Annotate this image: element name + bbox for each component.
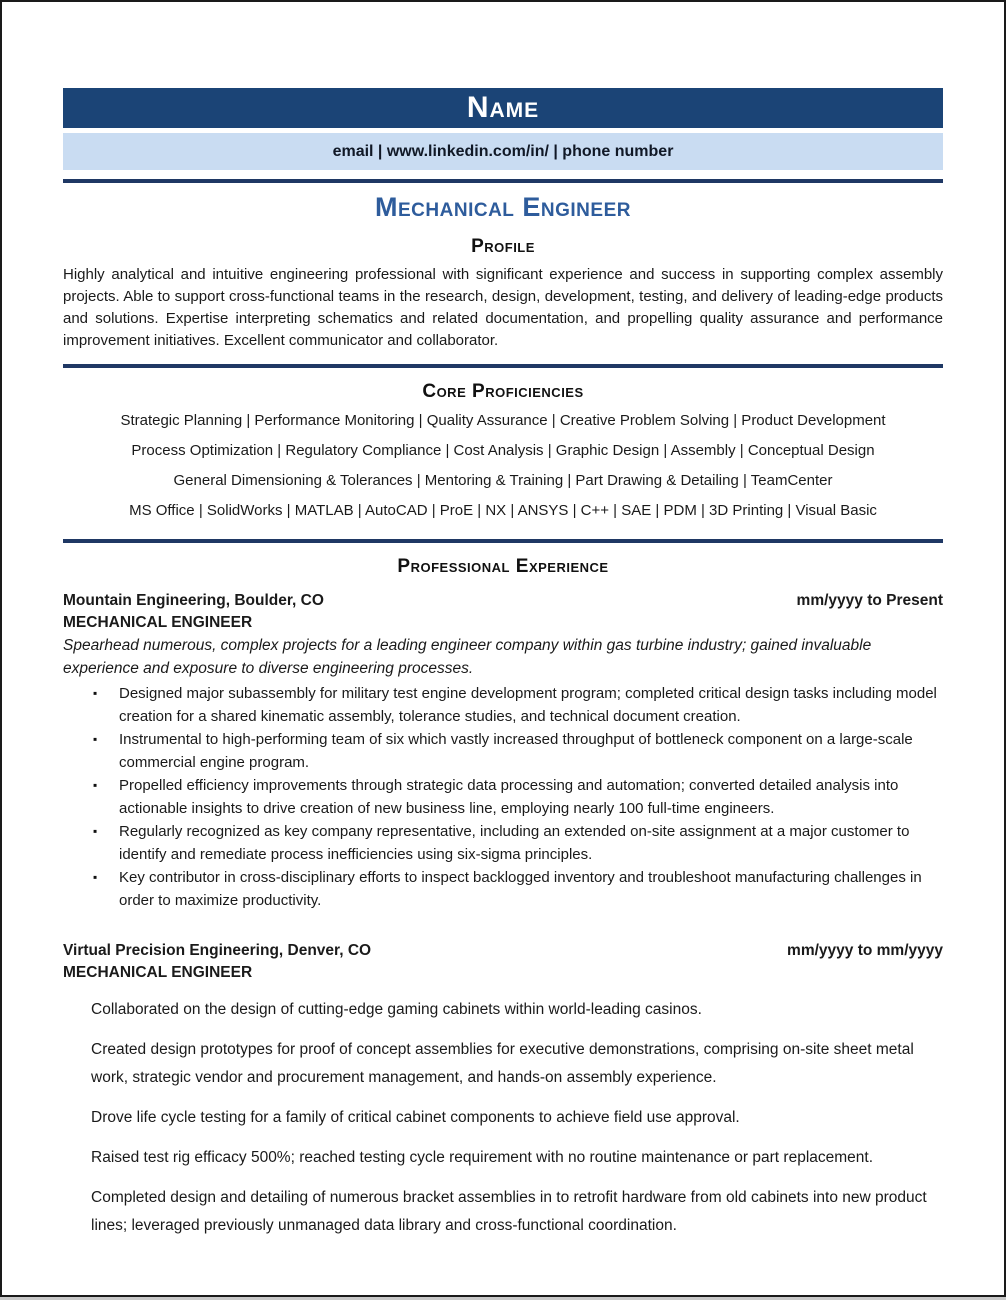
job-bullet: ▪ Key contributor in cross-disciplinary efforts to inspect backlogged inventory and troubleshoot manufacturing challenges in order to maximize productivity. <box>63 866 943 912</box>
job-dates: mm/yyyy to Present <box>796 592 943 609</box>
job-bullet: ▪ Designed major subassembly for military test engine development program; completed critical design tasks including model creation for a shared kinematic assembly, tolerance studies, and technical document creation. <box>63 682 943 728</box>
proficiency-row: Strategic Planning | Performance Monitoring | Quality Assurance | Creative Problem Solving | Product Development <box>120 412 886 429</box>
job-summary: Spearhead numerous, complex projects for a leading engineer company within gas turbine industry; gained invaluable experience and exposure to diverse engineering processes. <box>63 637 872 677</box>
job-company: Mountain Engineering, Boulder, CO <box>63 592 324 609</box>
profile-heading: Profile <box>471 236 535 257</box>
job-bullet: ▪ Instrumental to high-performing team of six which vastly increased throughput of bottleneck component on a large-scale commercial engine program. <box>63 728 943 774</box>
profile-text: Highly analytical and intuitive engineering professional with significant experience and success in supporting complex assembly projects. Able to support cross-functional teams in the research, design, development, testing, and delivery of leading-edge products and solutions. Expertise interpreting schematics and related documentation, and propelling quality assurance and performance improvement initiatives. Excellent communicator and collaborator. <box>63 266 943 349</box>
job-bullet: ▪ Regularly recognized as key company representative, including an extended on-site assignment at a major customer to identify and remediate process inefficiencies using six-sigma principles. <box>63 820 943 866</box>
proficiency-row: MS Office | SolidWorks | MATLAB | AutoCAD | ProE | NX | ANSYS | C++ | SAE | PDM | 3D Printing | Visual Basic <box>129 502 877 519</box>
job-bullet-list <box>63 682 943 912</box>
experience-heading: Professional Experience <box>397 556 609 577</box>
job-header <box>63 940 943 962</box>
section-divider <box>63 539 943 543</box>
core-proficiencies-list <box>63 406 943 526</box>
contact-banner <box>63 133 943 170</box>
job-paragraph: Collaborated on the design of cutting-edge gaming cabinets within world-leading casinos. <box>91 1001 702 1018</box>
name-banner <box>63 88 943 128</box>
job-dates: mm/yyyy to mm/yyyy <box>787 942 943 959</box>
job-entry <box>63 940 943 1240</box>
job-paragraph: Raised test rig efficacy 500%; reached testing cycle requirement with no routine maintenance or part replacement. <box>91 1149 874 1166</box>
section-divider <box>63 179 943 183</box>
core-proficiencies-heading: Core Proficiencies <box>422 381 584 402</box>
candidate-name: Name <box>466 91 540 124</box>
proficiency-row: Process Optimization | Regulatory Compliance | Cost Analysis | Graphic Design | Assembly | Conceptual Design <box>131 442 875 459</box>
job-header <box>63 590 943 612</box>
job-bullet: ▪ Propelled efficiency improvements through strategic data processing and automation; converted detailed analysis into actionable insights to drive creation of new business line, employing nearly 100 full-time engineers. <box>63 774 943 820</box>
job-company: Virtual Precision Engineering, Denver, CO <box>63 942 372 959</box>
job-paragraph: Created design prototypes for proof of concept assemblies for executive demonstrations, comprising on-site sheet metal work, strategic vendor and procurement management, and hands-on assembly experience. <box>91 1041 914 1086</box>
contact-info: email | www.linkedin.com/in/ | phone number <box>332 142 674 160</box>
job-paragraph-list <box>63 996 943 1240</box>
job-role: MECHANICAL ENGINEER <box>63 964 253 981</box>
resume-title: Mechanical Engineer <box>375 192 631 222</box>
job-paragraph: Completed design and detailing of numerous bracket assemblies in to retrofit hardware from old cabinets into new product lines; leveraged previously unmanaged data library and cross-functional coordination. <box>91 1189 927 1234</box>
job-paragraph: Drove life cycle testing for a family of critical cabinet components to achieve field use approval. <box>91 1109 740 1126</box>
proficiency-row: General Dimensioning & Tolerances | Mentoring & Training | Part Drawing & Detailing | TeamCenter <box>173 472 833 489</box>
section-divider <box>63 364 943 368</box>
job-entry <box>63 590 943 912</box>
job-role: MECHANICAL ENGINEER <box>63 614 253 631</box>
